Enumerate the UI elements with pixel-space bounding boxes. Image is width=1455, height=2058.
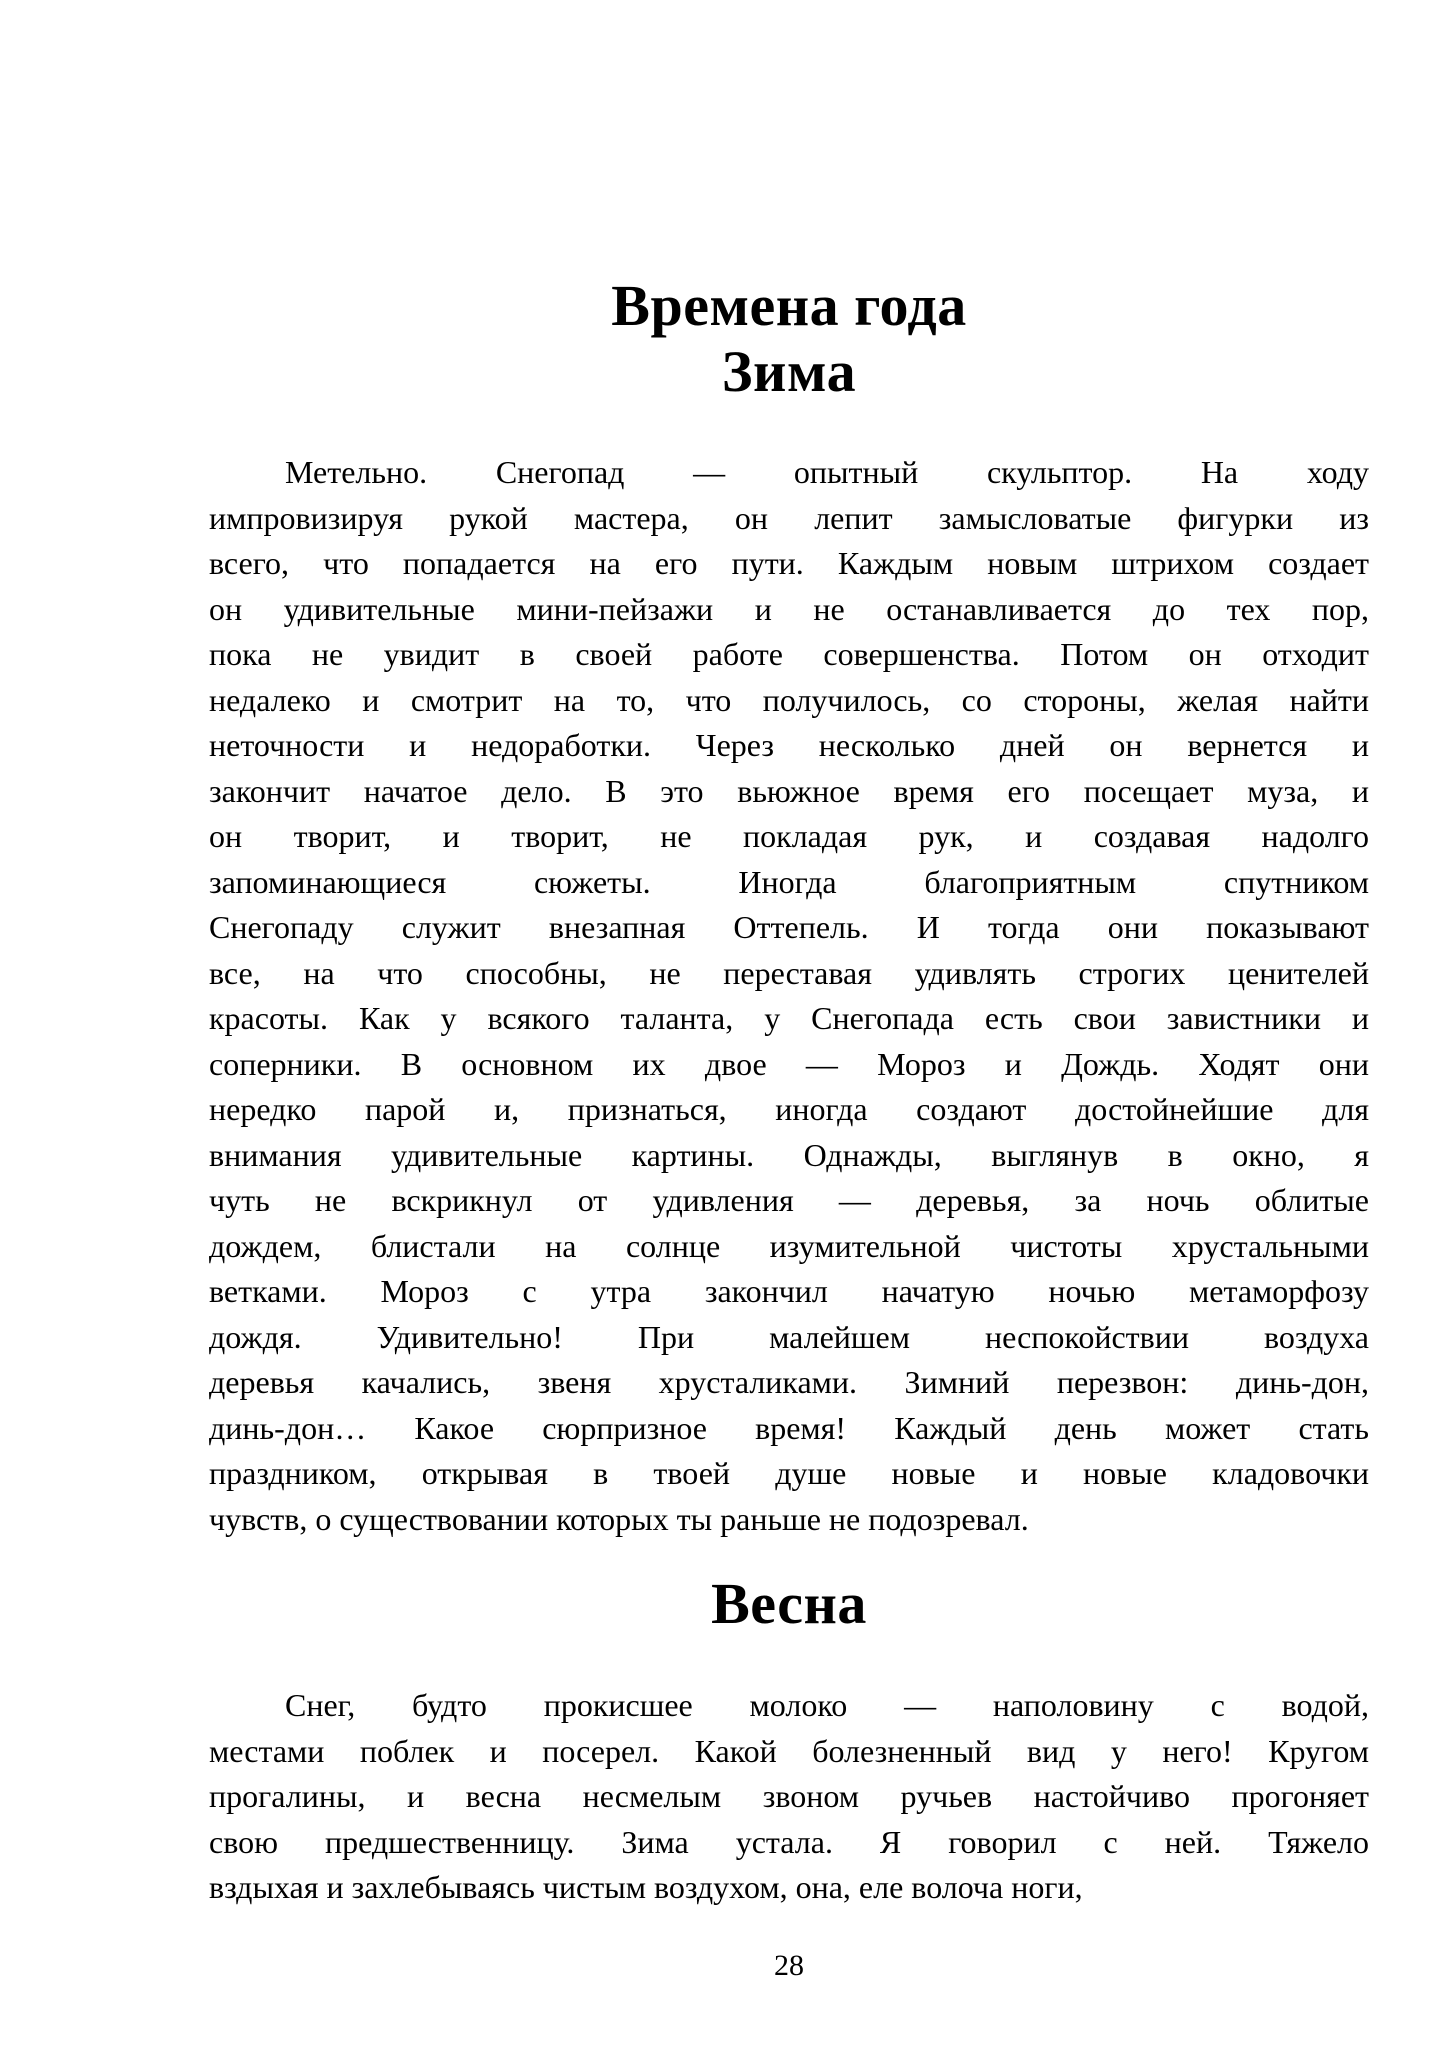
- paragraph-line: ветками. Мороз с утра закончил начатую ночью метаморфозу: [209, 1273, 1369, 1309]
- title-line-seasons: Времена года: [611, 273, 967, 338]
- paragraph-line: импровизируя рукой мастера, он лепит замысловатые фигурки из: [209, 499, 1369, 536]
- text-column: [209, 0, 1369, 1986]
- paragraph-line: красоты. Как у всякого таланта, у Снегопада есть свои завистники и: [209, 1000, 1369, 1036]
- paragraph-line: неточности и недоработки. Через несколько дней он вернется и: [209, 727, 1369, 763]
- paragraph-line: запоминающиеся сюжеты. Иногда благоприятным спутником: [209, 863, 1369, 900]
- paragraph-line: праздником, открывая в твоей душе новые и новые кладовочки: [209, 1455, 1369, 1491]
- document-title: [209, 0, 1369, 405]
- paragraph-line: недалеко и смотрит на то, что получилось, со стороны, желая найти: [209, 681, 1369, 718]
- spring-paragraph: [209, 1683, 1369, 1911]
- paragraph-line: он удивительные мини-пейзажи и не останавливается до тех пор,: [209, 590, 1369, 627]
- paragraph-line: прогалины, и весна несмелым звоном ручьев настойчиво прогоняет: [209, 1778, 1369, 1814]
- paragraph-line: чуть не вскрикнул от удивления — деревья, за ночь облитые: [209, 1182, 1369, 1218]
- paragraph-line: дождем, блистали на солнце изумительной чистоты хрустальными: [209, 1227, 1369, 1264]
- paragraph-line: вздыхая и захлебываясь чистым воздухом, она, еле волоча ноги,: [209, 1869, 1083, 1905]
- paragraph-line: свою предшественницу. Зима устала. Я говорил с ней. Тяжело: [209, 1823, 1369, 1860]
- paragraph-line: Метельно. Снегопад — опытный скульптор. На ходу: [285, 454, 1369, 490]
- paragraph-line: местами поблек и посерел. Какой болезненный вид у него! Кругом: [209, 1732, 1369, 1769]
- title-line-winter: Зима: [721, 339, 857, 404]
- spring-heading: Весна: [711, 1571, 867, 1636]
- paragraph-line: он творит, и творит, не покладая рук, и создавая надолго: [209, 818, 1369, 854]
- paragraph-line: динь-дон… Какое сюрпризное время! Каждый день может стать: [209, 1409, 1369, 1446]
- paragraph-line: нередко парой и, признаться, иногда создают достойнейшие для: [209, 1091, 1369, 1127]
- paragraph-line: деревья качались, звеня хрусталиками. Зимний перезвон: динь-дон,: [209, 1364, 1369, 1400]
- paragraph-line: все, на что способны, не переставая удивлять строгих ценителей: [209, 954, 1369, 991]
- winter-paragraph: [209, 450, 1369, 1542]
- paragraph-line: всего, что попадается на его пути. Каждым новым штрихом создает: [209, 545, 1369, 581]
- paragraph-line: Снег, будто прокисшее молоко — наполовину с водой,: [285, 1687, 1369, 1723]
- paragraph-line: внимания удивительные картины. Однажды, выглянув в окно, я: [209, 1136, 1369, 1173]
- paragraph-line: чувств, о существовании которых ты раньше не подозревал.: [209, 1500, 1029, 1537]
- paragraph-line: пока не увидит в своей работе совершенства. Потом он отходит: [209, 636, 1369, 672]
- page-number: 28: [774, 1948, 804, 1982]
- paragraph-line: дождя. Удивительно! При малейшем неспокойствии воздуха: [209, 1318, 1369, 1355]
- paragraph-line: закончит начатое дело. В это вьюжное время его посещает муза, и: [209, 772, 1369, 809]
- paragraph-line: Снегопаду служит внезапная Оттепель. И тогда они показывают: [209, 909, 1369, 945]
- paragraph-line: соперники. В основном их двое — Мороз и Дождь. Ходят они: [209, 1045, 1369, 1082]
